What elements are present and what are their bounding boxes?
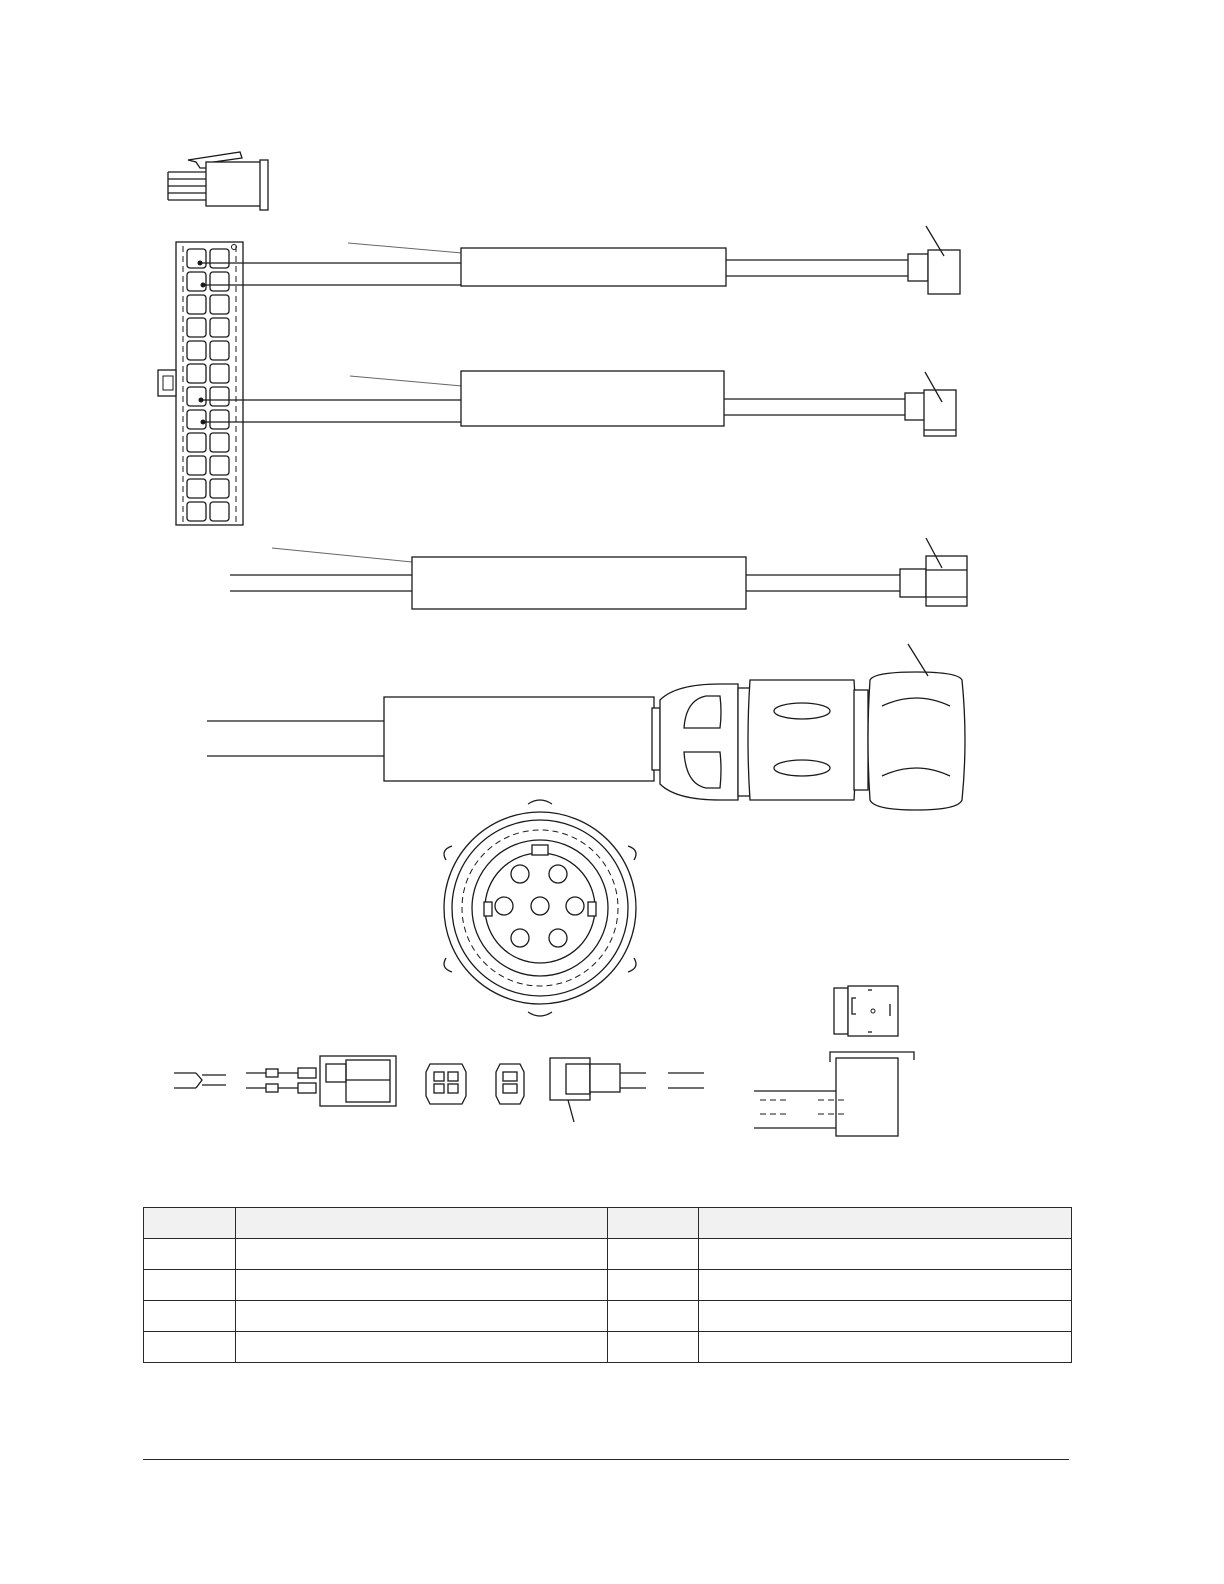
header-cell — [699, 1208, 1072, 1239]
table-cell — [608, 1239, 699, 1270]
table-header-row — [144, 1208, 1072, 1239]
table-cell — [608, 1301, 699, 1332]
header-cell — [144, 1208, 236, 1239]
right-angle-connector-detail — [754, 986, 914, 1136]
cable-2 — [199, 371, 957, 436]
table-cell — [236, 1332, 608, 1363]
footer-divider — [143, 1459, 1069, 1460]
table-cell — [236, 1301, 608, 1332]
cable-3 — [230, 538, 967, 609]
table-cell — [144, 1301, 236, 1332]
connector-side-view — [168, 152, 268, 210]
circular-connector-face — [444, 800, 636, 1016]
two-pin-connector-details — [174, 1056, 704, 1122]
table-cell — [699, 1239, 1072, 1270]
header-cell — [236, 1208, 608, 1239]
table-cell — [608, 1332, 699, 1363]
table-row — [144, 1332, 1072, 1363]
table-row — [144, 1239, 1072, 1270]
cable-1 — [198, 226, 961, 294]
table-cell — [699, 1270, 1072, 1301]
table-row — [144, 1270, 1072, 1301]
table-cell — [144, 1332, 236, 1363]
table-cell — [699, 1301, 1072, 1332]
parts-table — [143, 1207, 1072, 1363]
header-cell — [608, 1208, 699, 1239]
table-cell — [608, 1270, 699, 1301]
table-cell — [236, 1270, 608, 1301]
table-cell — [144, 1270, 236, 1301]
table-cell — [236, 1239, 608, 1270]
table-cell — [699, 1332, 1072, 1363]
table-row — [144, 1301, 1072, 1332]
table-cell — [144, 1239, 236, 1270]
cable-4-circular-connector — [207, 644, 965, 810]
